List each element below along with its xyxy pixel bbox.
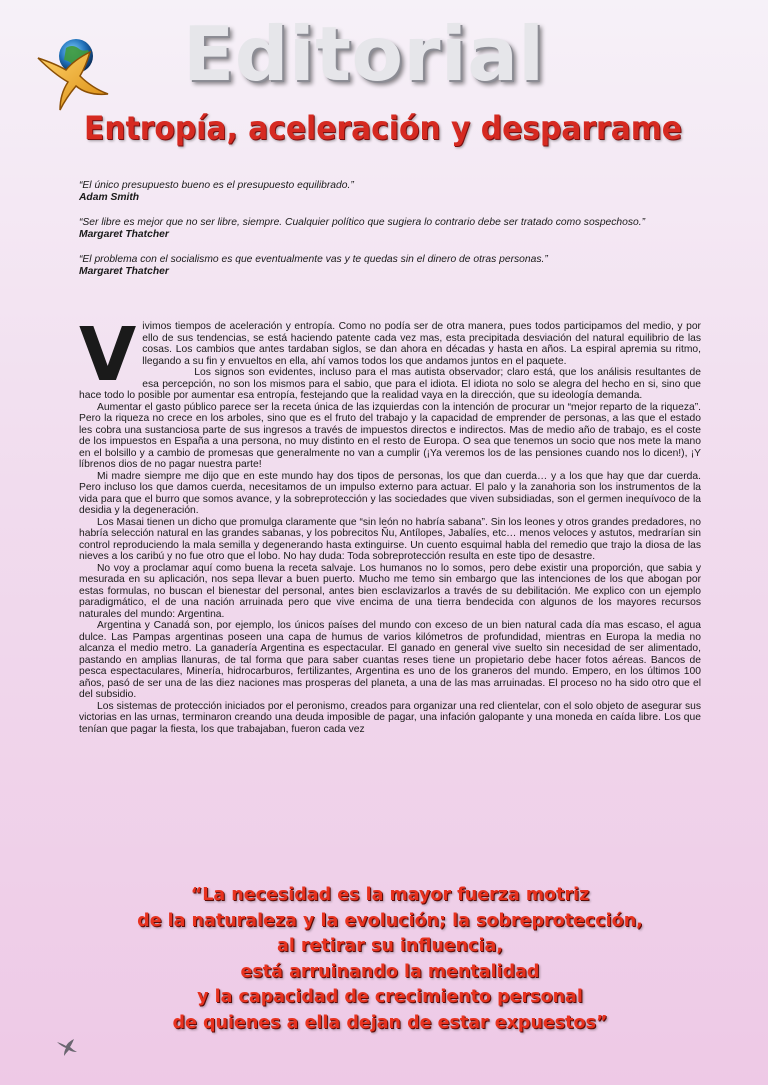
quote-text: “El único presupuesto bueno es el presupuesto equilibrado.” bbox=[79, 180, 354, 191]
pull-quote-line: de quienes a ella dejan de estar expuestos” bbox=[172, 1012, 608, 1033]
article-paragraph: Los sistemas de protección iniciados por el peronismo, creados para organizar una red clientelar, con el solo objeto de asegurar sus victorias en las urnas, terminaron creando una deuda imposible de pagar, una infación galopante y una moneda en caída libre. Los que tenían que pagar la fiesta, los que trabajaban, fueron cada vez bbox=[79, 700, 701, 735]
small-cross-logo-icon bbox=[56, 1036, 78, 1056]
epigraph-quote bbox=[79, 217, 699, 240]
quote-author: Adam Smith bbox=[79, 191, 140, 203]
pull-quote-line: está arruinando la mentalidad bbox=[240, 961, 540, 982]
article-paragraph: Los Masai tienen un dicho que promulga claramente que “sin león no habría sabana”. Sin los leones y otros grandes predadores, no habría selección natural en las grandes sabanas, y los pobrecitos Ñu, Antílopes, Jabalíes, etc… menos veloces y astutos, medrarían sin control reproduciendo la mala semilla y degenerando hasta extinguirse. Un cuento esquimal habla del remedio que trajo la diosa de las nieves a los caribú y no fue otro que el lobo. No hay duda: Toda sobreprotección resulta en este tipo de desastre. bbox=[79, 516, 701, 562]
article-paragraph: Mi madre siempre me dijo que en este mundo hay dos tipos de personas, los que dan cuerda… y a los que hay que dar cuerda. Pero incluso los que damos cuerda, necesitamos de un impulso externo para actuar. El palo y la zanahoria son los instrumentos de la vida para que el burro que somos avance, y la sobreprotección y las sociedades que viven subsidiadas, son el germen inequívoco de la desidia y la degeneración. bbox=[79, 470, 701, 516]
pull-quote bbox=[70, 883, 710, 1036]
article-paragraph: Aumentar el gasto público parece ser la receta única de las izquierdas con la intención de procurar un “mejor reparto de la riqueza”. Pero la riqueza no crece en los arboles, sino que es el fruto del trabajo y la capacidad de emprender de personas, a las que el estado les cobra una sustanciosa parte de sus ingresos a través de impuestos directos e indirectos. Mas de medio año de trabajo, es el coste de los impuestos en España a una persona, no muy distinto en el resto de Europa. O sea que tenemos un socio que nos mete la mano en el bolsillo y a cambio de promesas que generalmente no van a cumplir (¡Ya veremos los de las pensiones cuando nos lo dicen!), ¡Y líbrenos dios de no pagar nuestra parte! bbox=[79, 401, 701, 470]
article-paragraph: Argentina y Canadá son, por ejemplo, los únicos países del mundo con exceso de un bien natural cada día mas escaso, el agua dulce. Las Pampas argentinas poseen una capa de humus de varios kilómetros de profundidad, mientras en Europa la media no alcanza el medio metro. La ganadería Argentina es espectacular. El ganado en general vive suelto sin necesidad de ser alimentado, pastando en amplias llanuras, de tal forma que para saber cuantas reses tiene un propietario debe hacer fotos aéreas. Bancos de pesca espectaculares, Minería, hidrocarburos, fertilizantes, Argentina es uno de los graneros del mundo. Empero, en los últimos 100 años, pasó de ser una de las diez naciones mas prosperas del planeta, a una de las mas arruinadas. El proceso no ha sido otro que el del subsidio. bbox=[79, 620, 701, 700]
article-paragraph: Los signos son evidentes, incluso para el mas autista observador; claro está, que los análisis resultantes de esa percepción, no son los mismos para el sabio, que para el idiota. El idiota no solo se alegra del hecho en si, sino que hace todo lo posible por aumentar esa entropía, festejando que la realidad vaya en la dirección, que su ideología demanda. bbox=[79, 367, 701, 401]
pull-quote-line: “La necesidad es la mayor fuerza motriz bbox=[190, 885, 590, 905]
quote-author: Margaret Thatcher bbox=[79, 228, 169, 240]
editorial-headline: Entropía, aceleración y desparrame bbox=[84, 109, 682, 147]
drop-cap: V bbox=[79, 312, 137, 398]
epigraph-quotes bbox=[79, 180, 699, 292]
article-body bbox=[79, 312, 701, 735]
epigraph-quote bbox=[79, 180, 699, 203]
epigraph-quote bbox=[79, 254, 699, 277]
quote-author: Margaret Thatcher bbox=[79, 265, 169, 277]
globe-cross-logo-icon bbox=[30, 34, 116, 112]
paragraph-text: ivimos tiempos de aceleración y entropía. Como no podía ser de otra manera, pues todos participamos del medio, y por ello de sus tendencias, se está haciendo patente cada vez mas, esta precipitada desviación del natural equilibrio de las cosas. Los cambios que antes tardaban siglos, se dan ahora en décadas y hasta en años. La espiral apremia su ritmo, llegando a su fin y envueltos en ella, ahí vamos todos los que andamos juntos en el paquete. bbox=[142, 321, 701, 367]
pull-quote-line: al retirar su influencia, bbox=[277, 936, 503, 956]
quote-text: “Ser libre es mejor que no ser libre, siempre. Cualquier político que sugiera lo contrario debe ser tratado como sospechoso.” bbox=[79, 217, 646, 229]
quote-text: “El problema con el socialismo es que eventualmente vas y te quedas sin el dinero de otras personas.” bbox=[79, 254, 548, 266]
pull-quote-line: y la capacidad de crecimiento personal bbox=[197, 987, 583, 1007]
pull-quote-line: de la naturaleza y la evolución; la sobreprotección, bbox=[137, 910, 643, 931]
article-paragraph: No voy a proclamar aquí como buena la receta salvaje. Los humanos no lo somos, pero debe existir una proporción, que sabia y mesurada en su aplicación, nos sepa llevar a buen puerto. Mucho me temo sin embargo que las intenciones de los que abogan por estas formulas, no buscan el bienestar del personal, antes bien esclavizarlos a través de su debilitación. Me explico con un ejemplo paradigmático, el de una nación arruinada pero que vive encima de una tierra bendecida con algunos de los mayores recursos naturales del mundo: Argentina. bbox=[79, 562, 701, 620]
masthead-title: Editorial bbox=[183, 10, 545, 98]
